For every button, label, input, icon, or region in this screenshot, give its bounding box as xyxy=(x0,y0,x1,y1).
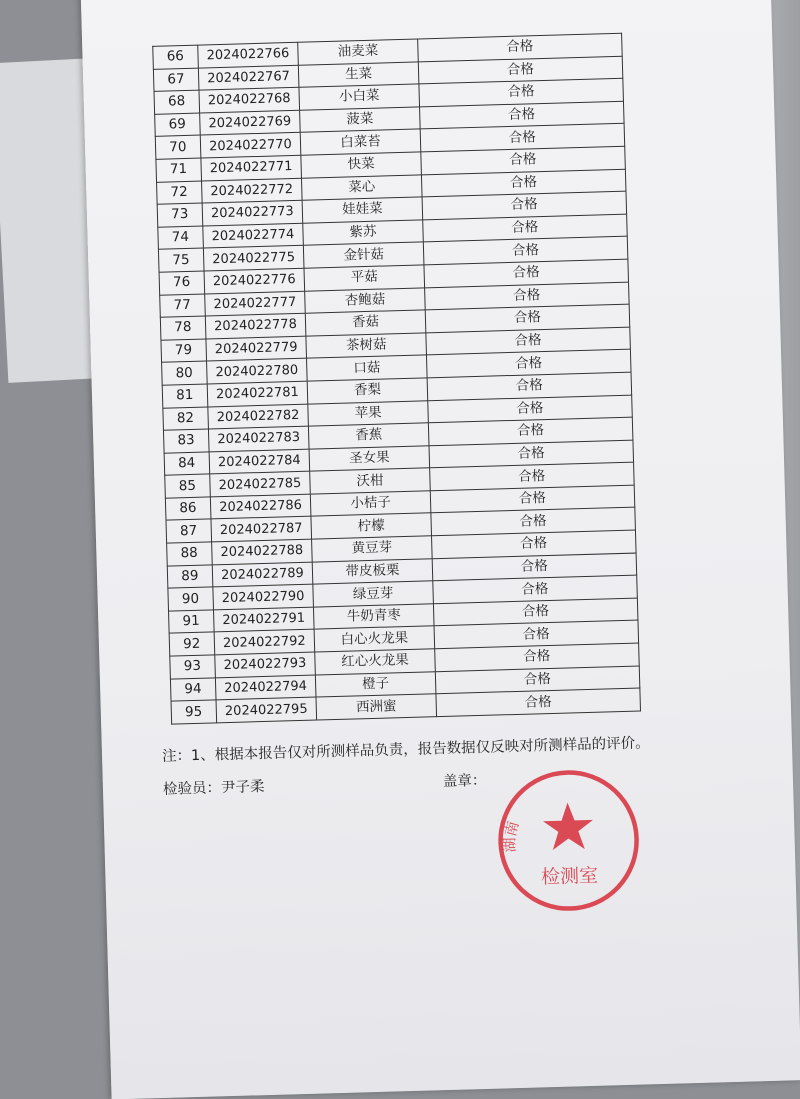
sample-name: 白菜苔 xyxy=(301,129,421,155)
sample-name: 白心火龙果 xyxy=(314,626,434,652)
row-number: 93 xyxy=(170,655,215,679)
sample-name: 带皮板栗 xyxy=(313,558,433,584)
sample-code: 2024022782 xyxy=(207,404,308,429)
row-number: 70 xyxy=(155,135,200,159)
sample-code: 2024022785 xyxy=(209,471,310,496)
test-result: 合格 xyxy=(429,462,634,490)
row-number: 71 xyxy=(156,158,201,182)
sample-code: 2024022784 xyxy=(209,449,310,474)
row-number: 75 xyxy=(158,248,203,272)
sample-name: 香梨 xyxy=(307,378,427,404)
sample-name: 油麦菜 xyxy=(298,39,418,65)
sample-code: 2024022790 xyxy=(212,584,313,609)
sample-name: 茶树菇 xyxy=(306,333,426,359)
sample-code: 2024022772 xyxy=(201,178,302,203)
sample-code: 2024022783 xyxy=(208,426,309,451)
sample-name: 西洲蜜 xyxy=(316,694,436,720)
sample-name: 金针菇 xyxy=(304,242,424,268)
sample-name: 紫苏 xyxy=(303,220,423,246)
row-number: 89 xyxy=(167,565,212,589)
sample-name: 沃柑 xyxy=(310,468,430,494)
report-note: 注：1、根据本报告仅对所测样品负责，报告数据仅反映对所测样品的评价。 xyxy=(161,735,650,765)
inspector-label: 检验员：尹子柔 xyxy=(162,778,265,798)
row-number: 77 xyxy=(160,294,205,318)
sample-name: 口菇 xyxy=(307,355,427,381)
test-result: 合格 xyxy=(431,508,636,536)
sample-name: 橙子 xyxy=(316,671,436,697)
row-number: 73 xyxy=(157,203,202,227)
report-content xyxy=(152,33,650,802)
sample-name: 柠檬 xyxy=(311,513,431,539)
test-result: 合格 xyxy=(426,327,631,355)
row-number: 85 xyxy=(165,474,210,498)
row-number: 84 xyxy=(164,452,209,476)
test-result: 合格 xyxy=(417,33,622,61)
sample-name: 小白菜 xyxy=(299,84,419,110)
row-number: 66 xyxy=(153,45,198,69)
test-result: 合格 xyxy=(434,620,639,648)
test-result: 合格 xyxy=(427,372,632,400)
sample-code: 2024022786 xyxy=(210,494,311,519)
sample-name: 小桔子 xyxy=(311,491,431,517)
test-result: 合格 xyxy=(425,304,630,332)
seal-label: 盖章： xyxy=(442,772,487,790)
test-result: 合格 xyxy=(419,78,624,106)
sample-code: 2024022774 xyxy=(202,223,303,248)
test-result: 合格 xyxy=(420,124,625,152)
row-number: 82 xyxy=(163,406,208,430)
stamp-ring-text: 湖南 xyxy=(500,819,523,853)
row-number: 83 xyxy=(163,429,208,453)
sample-name: 杏鲍菇 xyxy=(305,287,425,313)
sample-code: 2024022781 xyxy=(207,381,308,406)
sample-code: 2024022794 xyxy=(215,675,316,700)
row-number: 74 xyxy=(158,226,203,250)
test-result: 合格 xyxy=(436,688,641,716)
sample-code: 2024022788 xyxy=(211,539,312,564)
sample-name: 快菜 xyxy=(301,152,421,178)
row-number: 92 xyxy=(169,632,214,656)
row-number: 87 xyxy=(166,519,211,543)
sample-code: 2024022779 xyxy=(206,336,307,361)
row-number: 78 xyxy=(160,316,205,340)
sample-name: 圣女果 xyxy=(309,445,429,471)
test-result: 合格 xyxy=(421,169,626,197)
sample-name: 黄豆芽 xyxy=(312,536,432,562)
sample-name: 菠菜 xyxy=(300,107,420,133)
test-result: 合格 xyxy=(435,666,640,694)
sample-name: 苹果 xyxy=(308,400,428,426)
sample-name: 牛奶青枣 xyxy=(314,604,434,630)
row-number: 95 xyxy=(171,700,216,724)
inspection-table xyxy=(152,33,641,725)
row-number: 79 xyxy=(161,339,206,363)
test-result: 合格 xyxy=(428,417,633,445)
sample-code: 2024022793 xyxy=(214,652,315,677)
row-number: 72 xyxy=(157,181,202,205)
sample-code: 2024022778 xyxy=(205,313,306,338)
sample-name: 香蕉 xyxy=(309,423,429,449)
sample-code: 2024022792 xyxy=(214,630,315,655)
sample-code: 2024022771 xyxy=(200,155,301,180)
sample-code: 2024022795 xyxy=(216,697,317,722)
row-number: 67 xyxy=(153,68,198,92)
test-result: 合格 xyxy=(424,259,629,287)
star-icon xyxy=(543,802,594,850)
sample-code: 2024022780 xyxy=(206,358,307,383)
row-number: 81 xyxy=(162,384,207,408)
test-result: 合格 xyxy=(424,282,629,310)
test-result: 合格 xyxy=(422,191,627,219)
test-result: 合格 xyxy=(422,214,627,242)
sample-code: 2024022770 xyxy=(200,133,301,158)
test-result: 合格 xyxy=(434,643,639,671)
inspection-table-body xyxy=(153,33,641,724)
sample-code: 2024022776 xyxy=(204,268,305,293)
row-number: 68 xyxy=(154,90,199,114)
row-number: 76 xyxy=(159,271,204,295)
sample-code: 2024022767 xyxy=(198,65,299,90)
sample-code: 2024022769 xyxy=(199,110,300,135)
row-number: 69 xyxy=(155,113,200,137)
official-stamp xyxy=(493,765,645,917)
test-result: 合格 xyxy=(432,553,637,581)
sample-name: 红心火龙果 xyxy=(315,649,435,675)
sample-code: 2024022777 xyxy=(204,291,305,316)
test-result: 合格 xyxy=(418,56,623,84)
sample-name: 香菇 xyxy=(306,310,426,336)
sample-name: 绿豆芽 xyxy=(313,581,433,607)
row-number: 86 xyxy=(165,497,210,521)
sample-code: 2024022775 xyxy=(203,246,304,271)
sample-name: 娃娃菜 xyxy=(302,197,422,223)
sample-code: 2024022791 xyxy=(213,607,314,632)
sample-code: 2024022766 xyxy=(197,42,298,67)
report-page xyxy=(81,0,800,1099)
test-result: 合格 xyxy=(419,101,624,129)
row-number: 91 xyxy=(169,610,214,634)
sample-code: 2024022789 xyxy=(212,562,313,587)
sample-code: 2024022768 xyxy=(199,87,300,112)
test-result: 合格 xyxy=(433,575,638,603)
test-result: 合格 xyxy=(429,440,634,468)
row-number: 80 xyxy=(162,361,207,385)
row-number: 90 xyxy=(168,587,213,611)
test-result: 合格 xyxy=(433,598,638,626)
test-result: 合格 xyxy=(426,349,631,377)
test-result: 合格 xyxy=(421,146,626,174)
test-result: 合格 xyxy=(423,237,628,265)
stamp-center-text: 检测室 xyxy=(540,864,599,889)
test-result: 合格 xyxy=(431,530,636,558)
sample-code: 2024022787 xyxy=(211,517,312,542)
test-result: 合格 xyxy=(430,485,635,513)
row-number: 88 xyxy=(167,542,212,566)
sample-code: 2024022773 xyxy=(202,200,303,225)
sample-name: 平菇 xyxy=(304,265,424,291)
sample-name: 生菜 xyxy=(299,62,419,88)
sample-name: 菜心 xyxy=(302,174,422,200)
test-result: 合格 xyxy=(428,395,633,423)
row-number: 94 xyxy=(170,677,215,701)
